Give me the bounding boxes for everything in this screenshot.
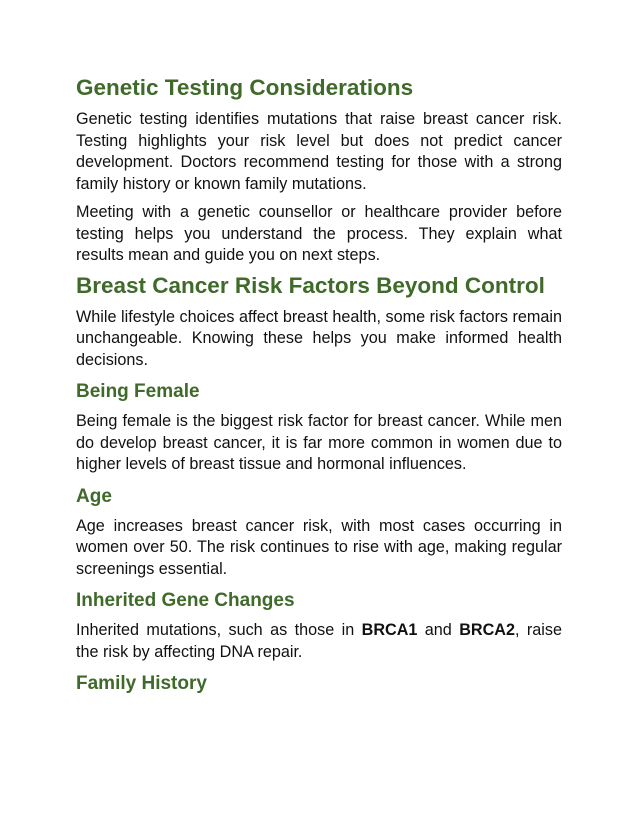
inherited-text-before: Inherited mutations, such as those in xyxy=(76,621,362,639)
gene-brca2: BRCA2 xyxy=(459,621,515,639)
paragraph-genetic-testing-2: Meeting with a genetic counsellor or healthcare provider before testing helps you understand the process. They explain what results mean and guide you on next steps. xyxy=(76,203,562,264)
heading-being-female: Being Female xyxy=(76,381,200,402)
paragraph-genetic-testing-1: Genetic testing identifies mutations that raise breast cancer risk. Testing highlights your risk level but does not predict cancer development. Doctors recommend testing for those with a strong family history or known family mutations. xyxy=(76,110,562,193)
paragraph-age: Age increases breast cancer risk, with most cases occurring in women over 50. The risk continues to rise with age, making regular screenings essential. xyxy=(76,516,562,578)
heading-risk-factors-beyond-control: Breast Cancer Risk Factors Beyond Control xyxy=(76,272,545,298)
heading-genetic-testing: Genetic Testing Considerations xyxy=(76,75,414,100)
heading-inherited-gene-changes: Inherited Gene Changes xyxy=(76,590,295,611)
gene-brca1: BRCA1 xyxy=(361,621,418,639)
paragraph-inherited-gene-changes xyxy=(76,620,562,663)
paragraph-risk-factors-intro: While lifestyle choices affect breast health, some risk factors remain unchangeable. Knowing these helps you make informed health decisions. xyxy=(76,307,562,369)
paragraph-being-female: Being female is the biggest risk factor for breast cancer. While men do develop breast cancer, it is far more common in women due to higher levels of breast tissue and hormonal influences. xyxy=(76,412,562,473)
inherited-text-after: , raise the risk by affecting DNA repair. xyxy=(76,621,562,661)
heading-age: Age xyxy=(76,485,112,507)
inherited-text-mid: and xyxy=(417,621,460,639)
heading-family-history: Family History xyxy=(76,673,207,694)
